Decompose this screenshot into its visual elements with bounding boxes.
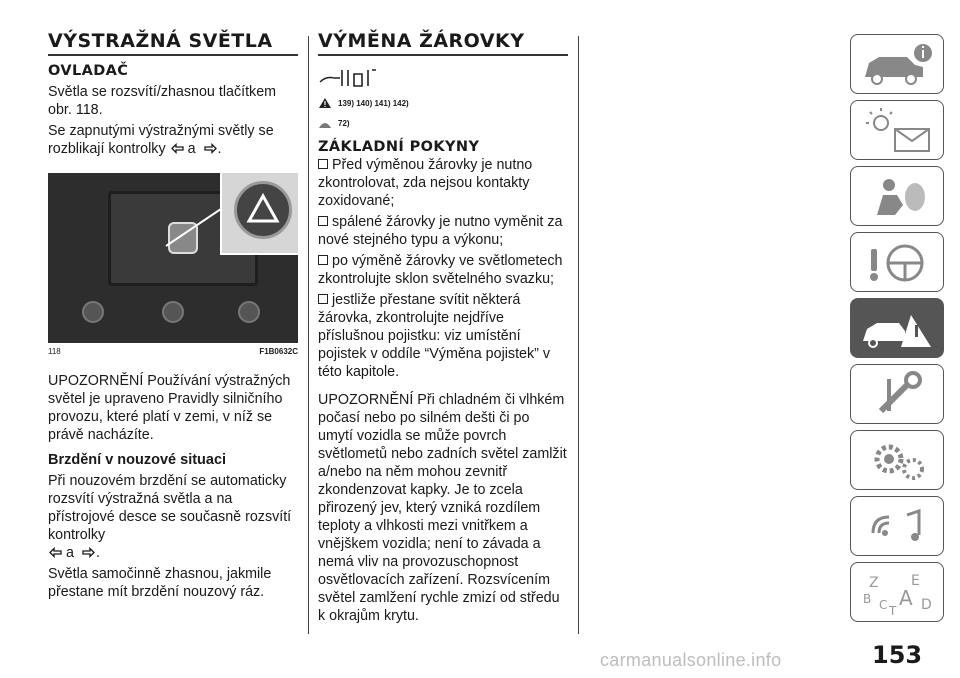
paragraph-button: Světla se rozsvítí/zhasnou tlačítkem obr. 118. <box>48 84 277 118</box>
figure-caption <box>48 347 298 356</box>
bullet-item: Před výměnou žárovky je nutno zkontrolovat, zda nejsou kontakty zoxidované; <box>318 157 533 209</box>
tab-technical-data[interactable] <box>850 430 944 490</box>
gears-icon <box>859 437 937 485</box>
reference-warning-1: 139) 140) 141) 142) <box>318 97 568 109</box>
svg-text:T: T <box>889 604 897 617</box>
left-column <box>48 30 298 601</box>
tab-maintenance[interactable] <box>850 364 944 424</box>
watermark: carmanualsonline.info <box>600 650 782 670</box>
emergency-car-icon <box>859 305 937 353</box>
svg-text:D: D <box>921 597 932 613</box>
column-divider <box>308 36 309 634</box>
tab-index[interactable] <box>850 562 944 622</box>
svg-text:Z: Z <box>869 575 879 591</box>
warning-lights-icon <box>859 107 937 155</box>
car-info-icon <box>859 41 937 89</box>
basic-instructions-heading: ZÁKLADNÍ POKYNY <box>318 139 480 155</box>
turn-signal-icon <box>201 143 217 154</box>
brake-heading: Brzdění v nouzové situaci <box>48 452 227 468</box>
figure-hazard-button <box>48 173 298 343</box>
reference-warning-2: 72) <box>318 117 568 129</box>
warning-icon <box>318 97 332 109</box>
svg-text:C: C <box>879 598 888 612</box>
tab-safety[interactable] <box>850 166 944 226</box>
seat-airbag-icon <box>859 173 937 221</box>
index-letters-icon <box>859 569 937 617</box>
figure-code: F1B0632C <box>259 347 298 356</box>
brake-paragraph-1: Při nouzovém brzdění se automaticky rozsvítí výstražná světla a na přístrojové desce se současně rozsvítí kontrolky a . <box>48 473 292 561</box>
controls-heading: OVLADAČ <box>48 63 129 79</box>
section-title-hazard-lights: VÝSTRAŽNÁ SVĚTLA <box>48 30 298 56</box>
checkbox-bullet-icon <box>318 255 328 265</box>
checkbox-bullet-icon <box>318 216 328 226</box>
svg-text:E: E <box>911 573 920 589</box>
middle-column <box>318 30 568 625</box>
turn-signal-icon <box>171 143 187 154</box>
column-divider <box>578 36 579 634</box>
warning-triangle-icon <box>237 184 289 236</box>
checkbox-bullet-icon <box>318 294 328 304</box>
steering-wheel-icon <box>859 239 937 287</box>
bullet-item: jestliže přestane svítit některá žárovka, zkontrolujte nejdříve příslušnou pojistku: viz umístění pojistek v oddíle “Výměna pojistek” v této kapitole. <box>318 292 551 380</box>
figure-number: 118 <box>48 347 61 356</box>
svg-text:A: A <box>899 586 913 610</box>
multimedia-icon <box>859 503 937 551</box>
hazard-button-small <box>162 301 184 323</box>
checkbox-bullet-icon <box>318 159 328 169</box>
tab-warning-lights[interactable] <box>850 100 944 160</box>
brake-paragraph-2: Světla samočinně zhasnou, jakmile přestane mít brzdění nouzový ráz. <box>48 566 272 600</box>
environment-icon <box>318 117 332 129</box>
tool-hand-icon <box>318 66 388 88</box>
tab-multimedia[interactable] <box>850 496 944 556</box>
tab-driving[interactable] <box>850 232 944 292</box>
hazard-button <box>234 181 292 239</box>
section-title-bulb-replacement: VÝMĚNA ŽÁROVKY <box>318 30 568 56</box>
zoom-inset <box>220 173 298 255</box>
bullet-item: po výměně žárovky ve světlometech zkontrolujte sklon světelného svazku; <box>318 253 563 287</box>
svg-text:B: B <box>863 592 872 606</box>
wrench-icon <box>859 371 937 419</box>
note-hazard: UPOZORNĚNÍ Používání výstražných světel je upraveno Pravidly silničního provozu, které platí v zemi, v níž se právě nacházíte. <box>48 373 291 443</box>
knob <box>238 301 260 323</box>
knob <box>82 301 104 323</box>
turn-signal-icon <box>49 547 65 558</box>
turn-signal-icon <box>79 547 95 558</box>
bullet-item: spálené žárovky je nutno vyměnit za nové stejného typu a výkonu; <box>318 214 563 248</box>
note-condensation: UPOZORNĚNÍ Při chladném či vlhkém počasí nebo po silném dešti či po umytí vozidla se může povrch světlometů nebo zadních světel zamlžit a/nebo na něm mohou zevnitř zkondenzovat kapky. Je to zcela přirozený jev, který vzniká rozdílem teploty a vlhkosti mezi vnitřkem a vnějškem vozidla; není to závada a nemá vliv na provozuschopnost osvětlovacích zařízení. Rozsvícením světel zamlžení rychle zmizí od středu k okrajům krytu. <box>318 392 567 624</box>
tab-car-info[interactable] <box>850 34 944 94</box>
page-number: 153 <box>872 641 923 669</box>
tab-emergency[interactable] <box>850 298 944 358</box>
paragraph-indicators: Se zapnutými výstražnými světly se rozblikají kontrolky a . <box>48 123 274 157</box>
